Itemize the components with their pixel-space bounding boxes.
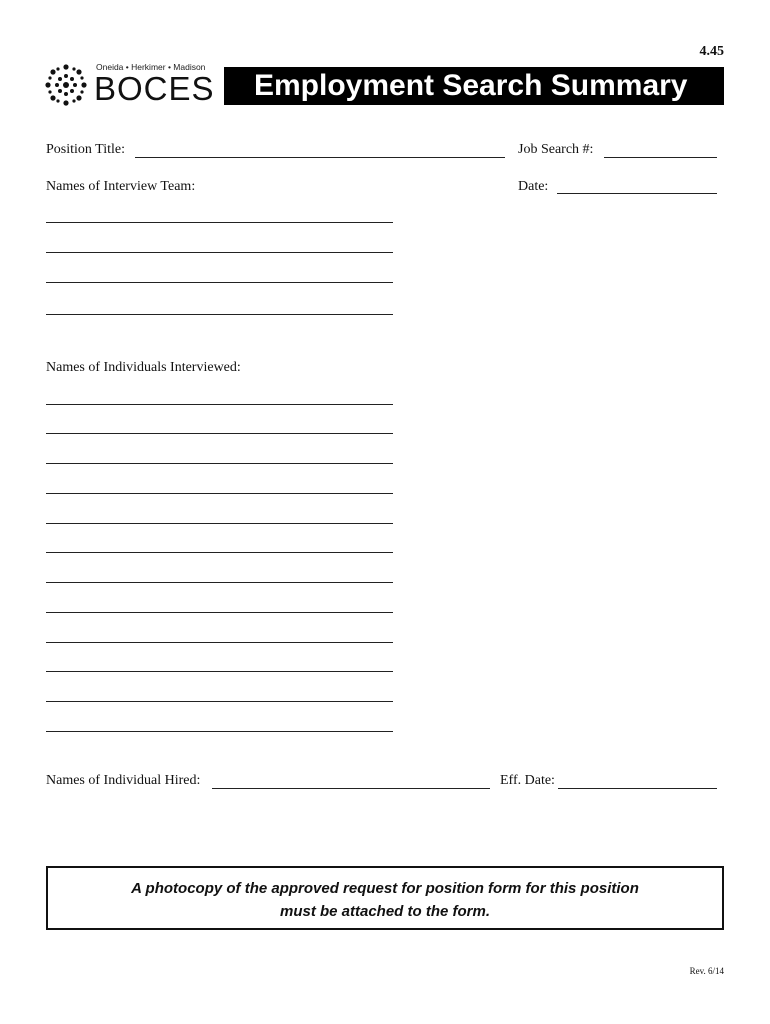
interviewee-line[interactable] — [46, 463, 393, 464]
logo-subtitle: Oneida • Herkimer • Madison — [96, 62, 206, 72]
interview-team-line[interactable] — [46, 222, 393, 223]
interviewee-line[interactable] — [46, 612, 393, 613]
individuals-interviewed-label: Names of Individuals Interviewed: — [46, 360, 241, 375]
date-field[interactable] — [557, 193, 717, 194]
eff-date-label: Eff. Date: — [500, 773, 555, 788]
form-number: 4.45 — [699, 44, 724, 59]
position-title-label: Position Title: — [46, 142, 125, 157]
interviewee-line[interactable] — [46, 731, 393, 732]
job-search-label: Job Search #: — [518, 142, 594, 157]
interviewee-line[interactable] — [46, 523, 393, 524]
interviewee-line[interactable] — [46, 671, 393, 672]
interview-team-label: Names of Interview Team: — [46, 179, 196, 194]
job-search-field[interactable] — [604, 157, 717, 158]
individual-hired-field[interactable] — [212, 788, 490, 789]
boces-logo — [44, 62, 216, 108]
position-title-field[interactable] — [135, 157, 505, 158]
individual-hired-label: Names of Individual Hired: — [46, 773, 201, 788]
interview-team-line[interactable] — [46, 252, 393, 253]
boces-logo-icon — [44, 62, 92, 108]
interviewee-line[interactable] — [46, 404, 393, 405]
page-title: Employment Search Summary — [224, 67, 724, 105]
interviewee-line[interactable] — [46, 433, 393, 434]
interview-team-line[interactable] — [46, 282, 393, 283]
logo-name: BOCES — [94, 70, 215, 107]
notice-box — [46, 866, 724, 930]
revision-label: Rev. 6/14 — [689, 966, 724, 976]
interviewee-line[interactable] — [46, 701, 393, 702]
date-label: Date: — [518, 179, 549, 194]
interviewee-line[interactable] — [46, 582, 393, 583]
notice-line-2: must be attached to the form. — [279, 903, 491, 920]
interview-team-line[interactable] — [46, 314, 393, 315]
interviewee-line[interactable] — [46, 552, 393, 553]
interviewee-line[interactable] — [46, 642, 393, 643]
notice-line-1: A photocopy of the approved request for position form for this position — [131, 880, 639, 897]
eff-date-field[interactable] — [558, 788, 717, 789]
interviewee-line[interactable] — [46, 493, 393, 494]
